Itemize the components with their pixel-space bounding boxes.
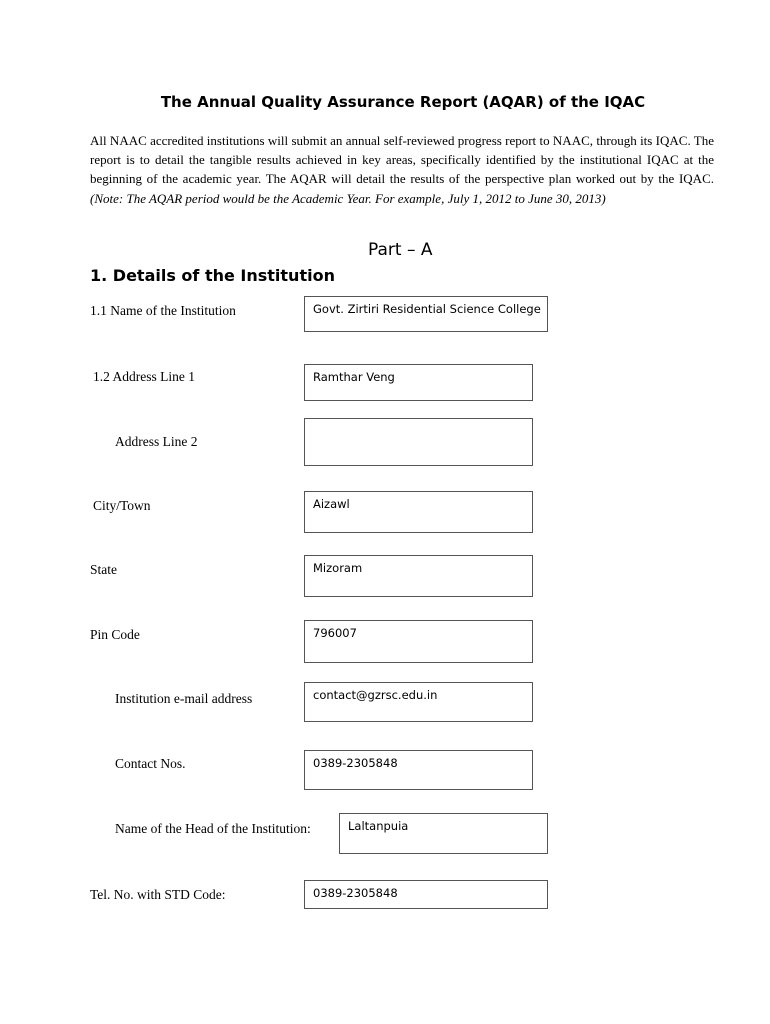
state-label: State xyxy=(90,562,117,577)
pin-code-label: Pin Code xyxy=(90,627,140,642)
part-heading: Part – A xyxy=(368,240,433,260)
intro-text: All NAAC accredited institutions will submit an annual self-reviewed progress report to NAAC, through its IQAC. The report is to detail the tangible results achieved in key areas, specifically identified by the institutional IQAC at the beginning of the academic year. The AQAR will detail the results of the perspective plan worked out by the IQAC. xyxy=(90,133,714,187)
contact-nos-field[interactable]: 0389-2305848 xyxy=(304,750,533,790)
address-line2-field[interactable] xyxy=(304,418,533,466)
state-field[interactable]: Mizoram xyxy=(304,555,533,597)
address-line1-field[interactable]: Ramthar Veng xyxy=(304,364,533,401)
city-label: City/Town xyxy=(93,498,151,513)
intro-note: (Note: The AQAR period would be the Academic Year. For example, July 1, 2012 to June 30, 2013) xyxy=(90,190,606,206)
tel-std-field[interactable]: 0389-2305848 xyxy=(304,880,548,909)
contact-nos-label: Contact Nos. xyxy=(115,756,186,771)
address-line2-label: Address Line 2 xyxy=(115,434,198,449)
intro-paragraph xyxy=(90,131,714,208)
city-field[interactable]: Aizawl xyxy=(304,491,533,533)
email-label: Institution e-mail address xyxy=(115,691,253,706)
head-name-field[interactable]: Laltanpuia xyxy=(339,813,548,854)
pin-code-field[interactable]: 796007 xyxy=(304,620,533,663)
institution-name-field[interactable]: Govt. Zirtiri Residential Science College xyxy=(304,296,548,332)
email-field[interactable]: contact@gzrsc.edu.in xyxy=(304,682,533,722)
institution-name-label: 1.1 Name of the Institution xyxy=(90,303,236,318)
document-title: The Annual Quality Assurance Report (AQAR) of the IQAC xyxy=(160,93,646,111)
head-name-label: Name of the Head of the Institution: xyxy=(115,821,311,836)
address-line1-label: 1.2 Address Line 1 xyxy=(93,369,195,384)
section-heading: 1. Details of the Institution xyxy=(90,266,335,285)
tel-std-label: Tel. No. with STD Code: xyxy=(90,887,226,902)
